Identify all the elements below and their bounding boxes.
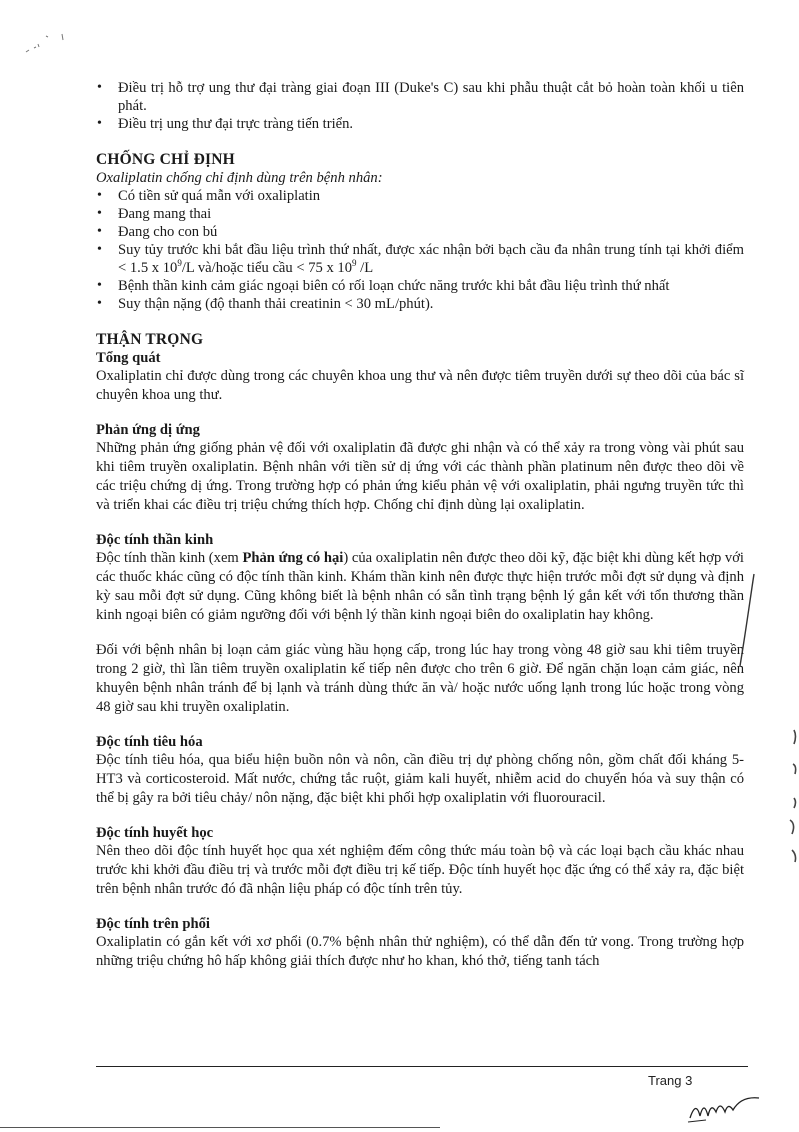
signature-mark <box>686 1088 770 1129</box>
item-text: /L và/hoặc tiểu cầu < 75 x 10 <box>181 260 353 276</box>
subheading-hematologic-toxicity: Độc tính huyết học <box>96 825 214 841</box>
paragraph-pulmonary-toxicity: Oxaliplatin có gắn kết với xơ phổi (0.7% bệnh nhân thử nghiệm), có thể dẫn đến tử vong. Trong trường hợp những triệu chứng hô hấp không giải thích được như ho khan, khó thở, tiếng tanh tách <box>96 934 744 969</box>
list-item: • Điều trị hỗ trợ ung thư đại tràng giai đoạn III (Duke's C) sau khi phẫu thuật cắt bỏ hoàn toàn khối u tiên phát. <box>96 79 744 115</box>
item-text: /L <box>356 260 374 276</box>
paragraph-general: Oxaliplatin chỉ được dùng trong các chuyên khoa ung thư và nên được tiêm truyền dưới sự theo dõi của bác sĩ chuyên khoa ung thư. <box>96 368 744 403</box>
paragraph-allergy: Những phản ứng giống phản vệ đối với oxaliplatin đã được ghi nhận và có thể xảy ra trong vòng vài phút sau khi tiêm truyền oxaliplatin. Bệnh nhân với tiền sử dị ứng với các thành phần platinum nên được theo dõi về các triệu chứng dị ứng. Trong trường hợp có phản ứng kiểu phản vệ với oxaliplatin, phải ngưng truyền tức thì và triển khai các điều trị triệu chứng thích hợp. Chống chỉ định dùng lại oxaliplatin. <box>96 440 744 513</box>
paragraph-neurotoxicity-2: Đối với bệnh nhân bị loạn cảm giác vùng hầu họng cấp, trong lúc hay trong vòng 48 giờ sau khi tiêm truyền trong 2 giờ, thì lần tiêm truyền oxaliplatin kế tiếp nên được cho trên 6 giờ. Để ngăn chặn loạn cảm giác, nên khuyên bệnh nhân tránh để bị lạnh và tránh dùng thức ăn và/ hoặc nước uống lạnh trong lúc hoặc trong vòng 48 giờ sau khi truyền oxaliplatin. <box>96 642 744 715</box>
list-item: • Bệnh thần kinh cảm giác ngoại biên có rối loạn chức năng trước khi bắt đầu liệu trình thứ nhất <box>96 277 744 295</box>
document-body <box>96 79 744 971</box>
indication-list <box>96 79 744 133</box>
pen-stroke-mark <box>738 570 758 675</box>
list-item <box>96 241 744 277</box>
superscript: 9 <box>177 258 182 269</box>
superscript: 9 <box>352 258 357 269</box>
list-item: • Suy thận nặng (độ thanh thải creatinin < 30 mL/phút). <box>96 295 744 313</box>
text-run: Độc tính thần kinh (xem <box>96 550 243 566</box>
contraindications-intro: Oxaliplatin chống chỉ định dùng trên bệnh nhân: <box>96 170 383 186</box>
subheading-allergy: Phản ứng dị ứng <box>96 422 200 438</box>
text-run: ) của oxaliplatin nên được theo dõi kỹ, đặc biệt khi dùng kết hợp với các thuốc khác cũng có độc tính thần kinh. Khám thần kinh nên được thực hiện trước mỗi đợt sử dụng và định kỳ sau mỗi đợt sử dụng. Cũng không biết là bệnh nhân có sẵn tình trạng bệnh lý gắn kết với tổn thương thần kinh ngoại biên có giảm ngưỡng đối với bệnh lý thần kinh ngoại biên do oxaliplatin hay không. <box>96 550 744 623</box>
section-heading-precautions: THẬN TRỌNG <box>96 331 204 348</box>
subheading-gi-toxicity: Độc tính tiêu hóa <box>96 734 203 750</box>
subheading-general: Tổng quát <box>96 350 161 366</box>
paragraph-hematologic-toxicity: Nên theo dõi độc tính huyết học qua xét nghiệm đếm công thức máu toàn bộ và các loại bạch cầu khác nhau trước khi khởi đầu điều trị và trước mỗi đợt điều trị kế tiếp. Độc tính huyết học đặc ứng có thể xảy ra, đặc biệt trên bệnh nhân trước đó đã nhận liệu pháp có độc tính trên tủy. <box>96 843 744 897</box>
item-text: Suy tủy trước khi bắt đầu liệu trình thứ nhất, được xác nhận bởi bạch cầu đa nhân trung tính tại khởi điểm < 1.5 x 10 <box>118 242 744 276</box>
scan-corner-marks <box>24 30 74 65</box>
footer-divider <box>96 1066 748 1067</box>
section-heading-contraindications: CHỐNG CHỈ ĐỊNH <box>96 151 235 168</box>
list-item: • Có tiền sử quá mẫn với oxaliplatin <box>96 187 744 205</box>
paragraph-neurotoxicity <box>96 549 744 625</box>
list-item: • Đang cho con bú <box>96 223 744 241</box>
cross-reference: Phản ứng có hại <box>242 550 344 566</box>
stamp-edge-marks <box>760 720 799 875</box>
scan-bottom-edge <box>0 1127 440 1128</box>
list-item: • Điều trị ung thư đại trực tràng tiến triển. <box>96 115 744 133</box>
contraindication-list <box>96 187 744 313</box>
subheading-pulmonary-toxicity: Độc tính trên phổi <box>96 916 210 932</box>
subheading-neurotoxicity: Độc tính thần kinh <box>96 532 214 548</box>
paragraph-gi-toxicity: Độc tính tiêu hóa, qua biểu hiện buồn nôn và nôn, cần điều trị dự phòng chống nôn, gồm chất đối kháng 5-HT3 và corticosteroid. Mất nước, chứng tắc ruột, giảm kali huyết, nhiễm acid do chuyển hóa và suy thận có thể bị gây ra bởi tiêu chảy/ nôn nặng, đặc biệt khi phối hợp oxaliplatin với fluorouracil. <box>96 752 744 806</box>
page-number: Trang 3 <box>648 1073 693 1088</box>
list-item: • Đang mang thai <box>96 205 744 223</box>
